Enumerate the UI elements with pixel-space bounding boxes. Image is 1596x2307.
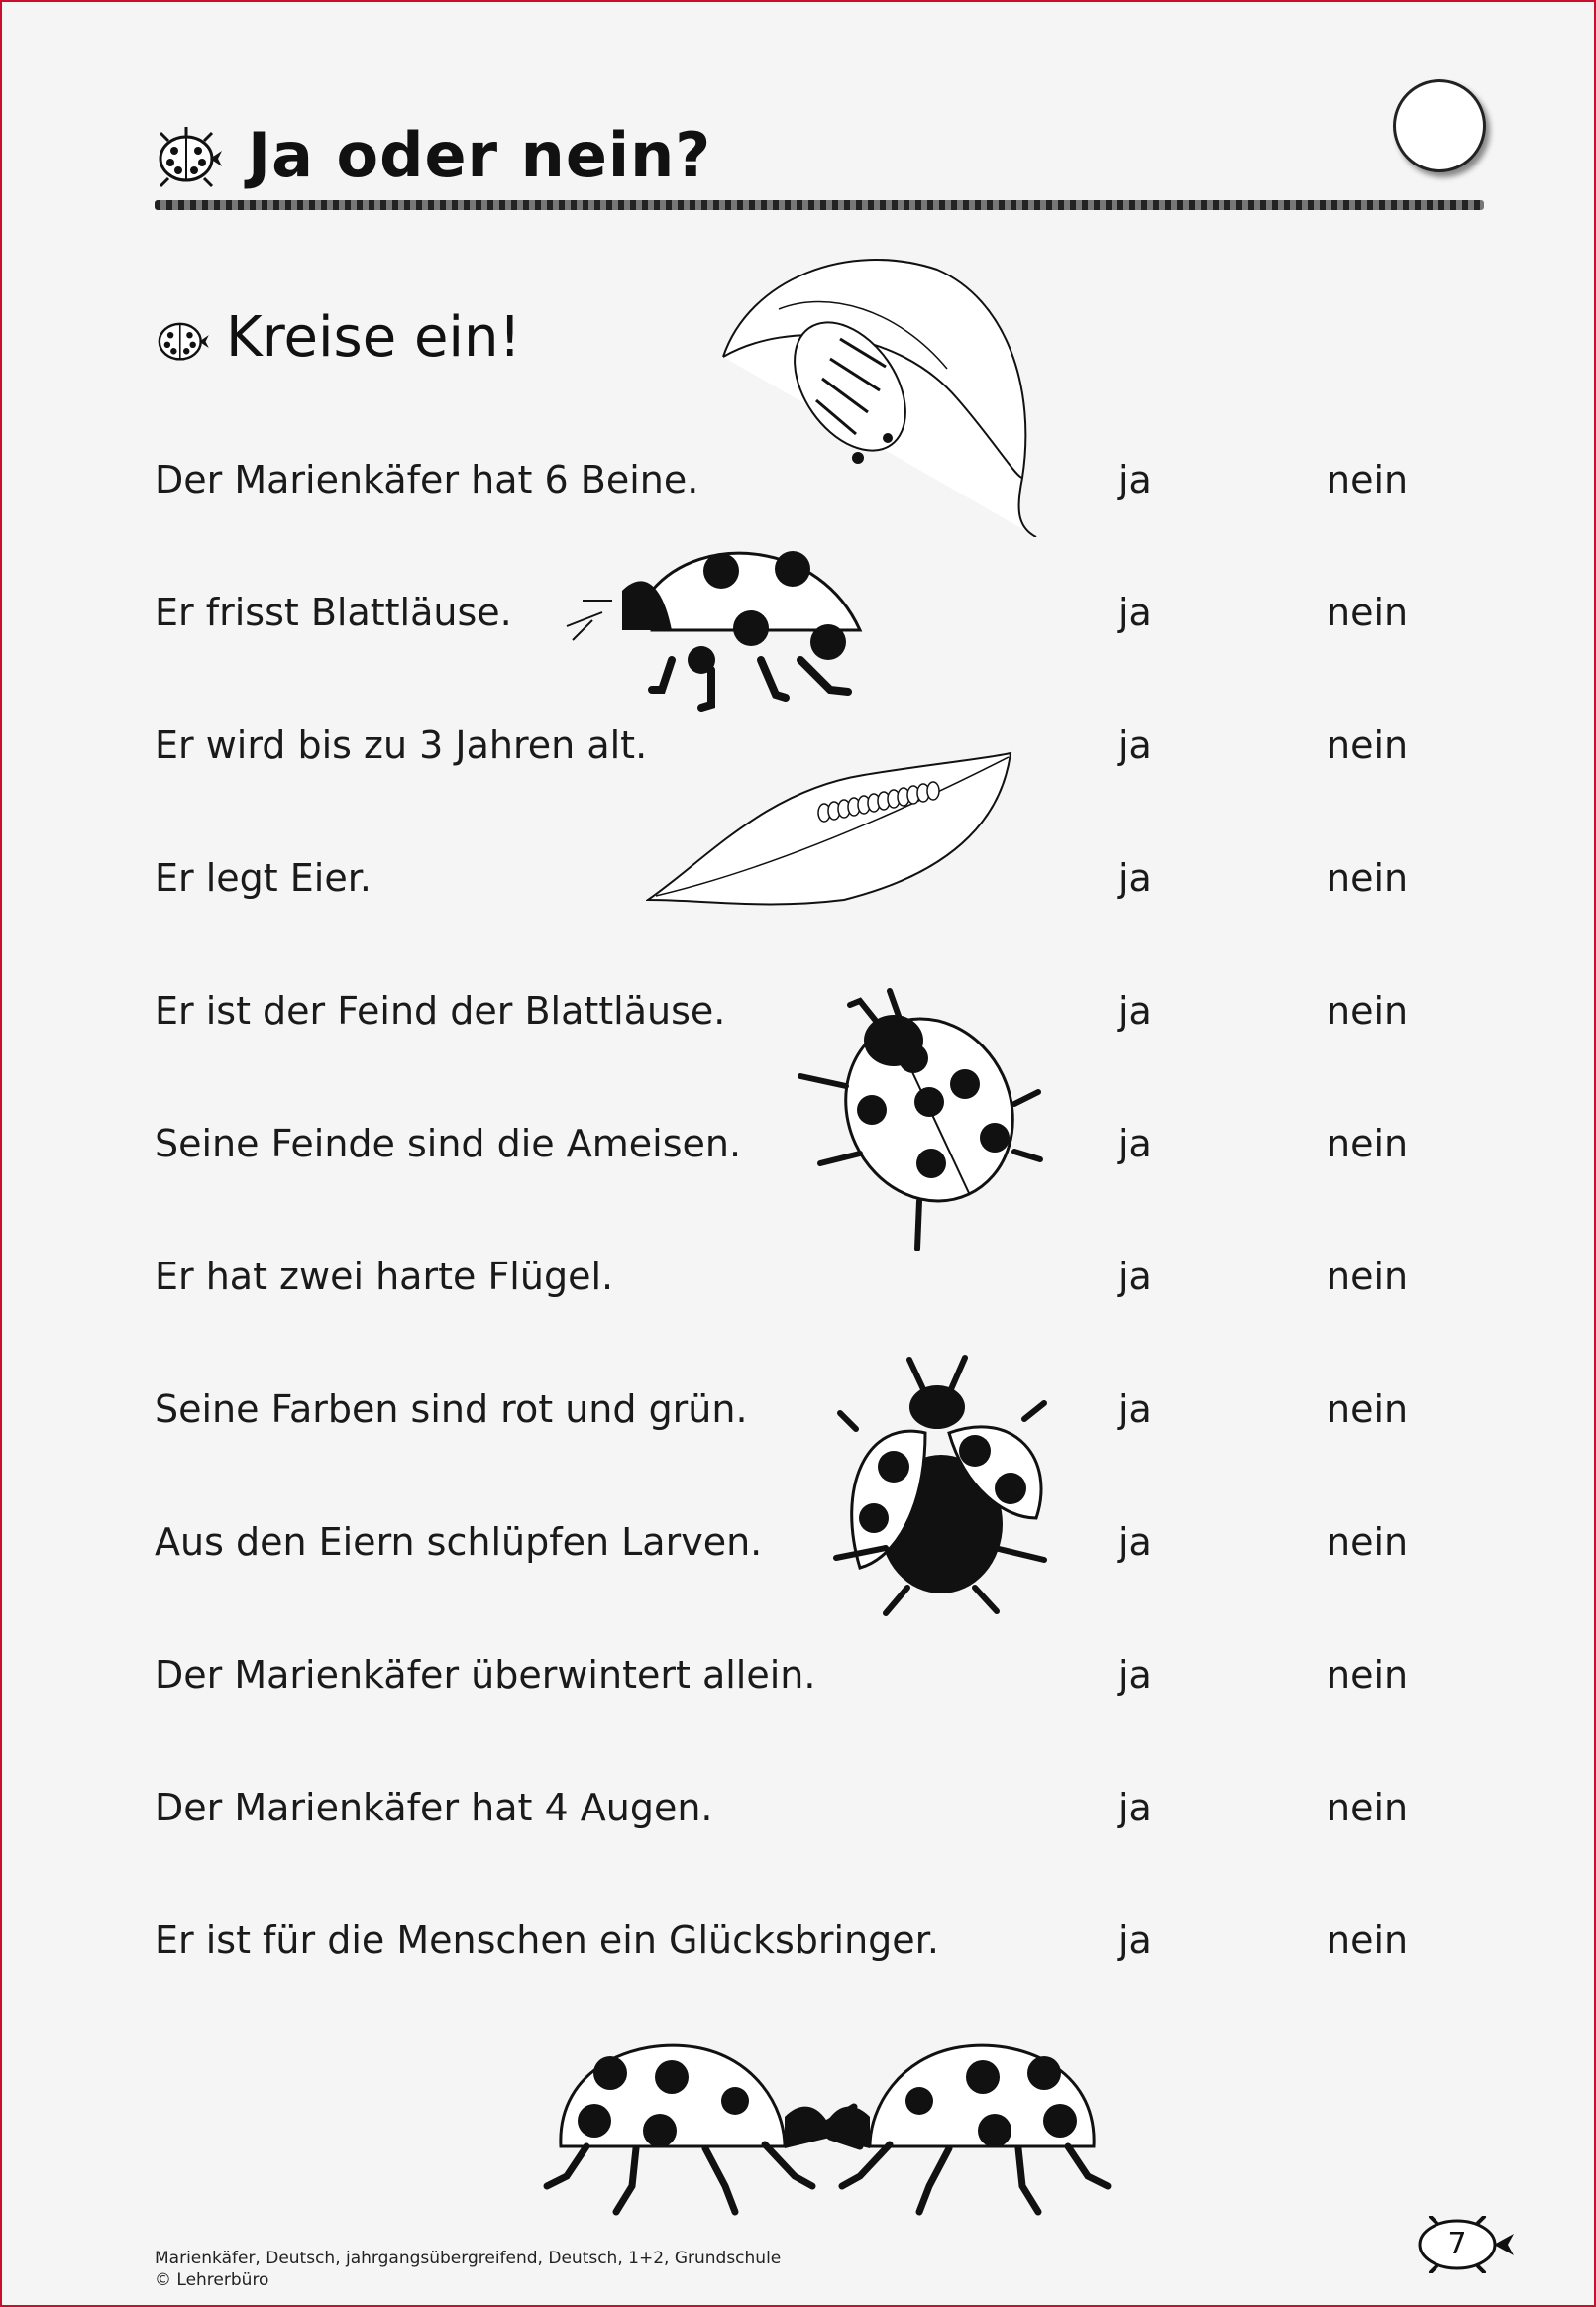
question-row bbox=[155, 1778, 1442, 1837]
answer-yes[interactable]: ja bbox=[1118, 1919, 1152, 1962]
question-text: Der Marienkäfer hat 4 Augen. bbox=[155, 1786, 713, 1829]
answer-no[interactable]: nein bbox=[1327, 591, 1409, 634]
question-row bbox=[155, 1645, 1442, 1704]
score-circle[interactable] bbox=[1393, 79, 1486, 172]
question-text: Er ist der Feind der Blattläuse. bbox=[155, 989, 726, 1033]
answer-no[interactable]: nein bbox=[1327, 1653, 1409, 1697]
question-text: Der Marienkäfer hat 6 Beine. bbox=[155, 458, 699, 501]
answer-yes[interactable]: ja bbox=[1118, 458, 1152, 501]
question-text: Er legt Eier. bbox=[155, 856, 372, 900]
question-text: Er wird bis zu 3 Jahren alt. bbox=[155, 723, 648, 767]
question-text: Er ist für die Menschen ein Glücksbringer. bbox=[155, 1919, 939, 1962]
title-divider bbox=[155, 200, 1484, 210]
question-row bbox=[155, 848, 1442, 908]
question-text: Seine Farben sind rot und grün. bbox=[155, 1387, 748, 1431]
answer-yes[interactable]: ja bbox=[1118, 1653, 1152, 1697]
question-text: Der Marienkäfer überwintert allein. bbox=[155, 1653, 816, 1697]
question-text: Seine Feinde sind die Ameisen. bbox=[155, 1122, 742, 1165]
question-text: Er frisst Blattläuse. bbox=[155, 591, 512, 634]
question-row bbox=[155, 1379, 1442, 1439]
question-row bbox=[155, 583, 1442, 642]
question-row bbox=[155, 1911, 1442, 1970]
ladybug-icon bbox=[155, 121, 226, 192]
answer-yes[interactable]: ja bbox=[1118, 723, 1152, 767]
answer-no[interactable]: nein bbox=[1327, 458, 1409, 501]
answer-no[interactable]: nein bbox=[1327, 856, 1409, 900]
answer-yes[interactable]: ja bbox=[1118, 1786, 1152, 1829]
answer-no[interactable]: nein bbox=[1327, 1387, 1409, 1431]
answer-no[interactable]: nein bbox=[1327, 1786, 1409, 1829]
question-row bbox=[155, 450, 1442, 509]
answer-yes[interactable]: ja bbox=[1118, 1122, 1152, 1165]
answer-yes[interactable]: ja bbox=[1118, 591, 1152, 634]
answer-yes[interactable]: ja bbox=[1118, 1255, 1152, 1298]
answer-yes[interactable]: ja bbox=[1118, 856, 1152, 900]
answer-no[interactable]: nein bbox=[1327, 1919, 1409, 1962]
question-row bbox=[155, 1512, 1442, 1572]
footer-copyright: © Lehrerbüro bbox=[155, 2270, 269, 2290]
question-text: Er hat zwei harte Flügel. bbox=[155, 1255, 614, 1298]
footer bbox=[155, 2248, 781, 2291]
footer-source: Marienkäfer, Deutsch, jahrgangsübergreifend, Deutsch, 1+2, Grundschule bbox=[155, 2249, 782, 2268]
question-row bbox=[155, 1114, 1442, 1173]
page-number: 7 bbox=[1447, 2227, 1467, 2261]
question-row bbox=[155, 981, 1442, 1041]
answer-no[interactable]: nein bbox=[1327, 989, 1409, 1033]
question-text: Aus den Eiern schlüpfen Larven. bbox=[155, 1520, 763, 1564]
answer-no[interactable]: nein bbox=[1327, 1122, 1409, 1165]
page-title: Ja oder nein? bbox=[248, 119, 712, 191]
answer-yes[interactable]: ja bbox=[1118, 1387, 1152, 1431]
question-row bbox=[155, 715, 1442, 775]
answer-no[interactable]: nein bbox=[1327, 1255, 1409, 1298]
answer-no[interactable]: nein bbox=[1327, 1520, 1409, 1564]
ladybug-icon bbox=[155, 311, 212, 369]
answer-no[interactable]: nein bbox=[1327, 723, 1409, 767]
answer-yes[interactable]: ja bbox=[1118, 1520, 1152, 1564]
two-ladybugs-illustration bbox=[537, 2037, 1117, 2220]
answer-yes[interactable]: ja bbox=[1118, 989, 1152, 1033]
instruction-text: Kreise ein! bbox=[226, 305, 521, 370]
question-row bbox=[155, 1247, 1442, 1306]
